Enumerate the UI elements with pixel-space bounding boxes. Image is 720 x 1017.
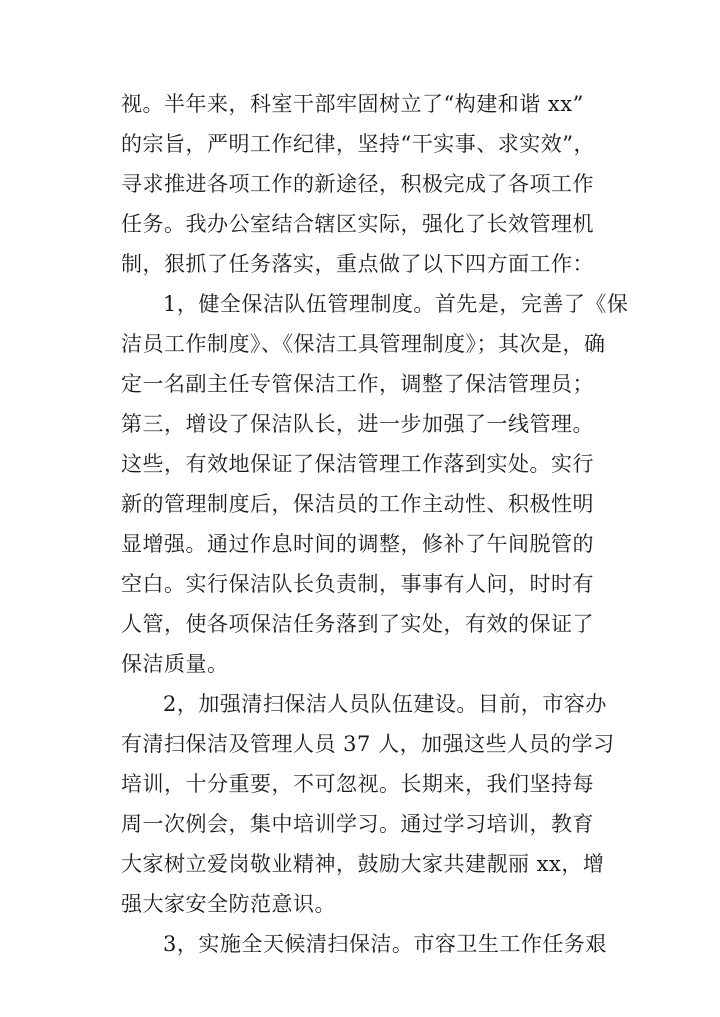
text-line: 寻求推进各项工作的新途径，积极完成了各项工作 bbox=[121, 172, 594, 196]
text-line: 1，健全保洁队伍管理制度。首先是，完善了《保 bbox=[163, 292, 629, 316]
text-line: 3，实施全天候清扫保洁。市容卫生工作任务艰 bbox=[163, 932, 607, 956]
paragraph-item-3 bbox=[121, 924, 607, 964]
paragraph-item-2 bbox=[121, 684, 615, 924]
text-line: 的宗旨，严明工作纪律，坚持“干实事、求实效”， bbox=[121, 132, 595, 156]
text-line: 新的管理制度后，保洁员的工作主动性、积极性明 bbox=[121, 492, 594, 516]
text-line: 大家树立爱岗敬业精神，鼓励大家共建靓丽 xx，增 bbox=[121, 852, 605, 876]
text-line: 2，加强清扫保洁人员队伍建设。目前，市容办 bbox=[163, 692, 607, 716]
text-line: 洁员工作制度》、《保洁工具管理制度》；其次是，确 bbox=[121, 332, 606, 356]
text-line: 视。半年来，科室干部牢固树立了“构建和谐 xx” bbox=[121, 92, 584, 116]
paragraph-item-1 bbox=[121, 284, 629, 684]
text-line: 人管，使各项保洁任务落到了实处，有效的保证了 bbox=[121, 612, 594, 636]
text-line: 第三，增设了保洁队长，进一步加强了一线管理。 bbox=[121, 412, 594, 436]
text-line: 定一名副主任专管保洁工作，调整了保洁管理员； bbox=[121, 372, 594, 396]
text-line: 显增强。通过作息时间的调整，修补了午间脱管的 bbox=[121, 532, 594, 556]
text-line: 制，狠抓了任务落实，重点做了以下四方面工作： bbox=[121, 252, 594, 276]
paragraph-intro bbox=[121, 84, 601, 284]
text-line: 有清扫保洁及管理人员 37 人，加强这些人员的学习 bbox=[121, 732, 615, 756]
text-line: 培训，十分重要，不可忽视。长期来，我们坚持每 bbox=[121, 772, 594, 796]
text-line: 周一次例会，集中培训学习。通过学习培训，教育 bbox=[121, 812, 594, 836]
text-line: 空白。实行保洁队长负责制，事事有人问，时时有 bbox=[121, 572, 594, 596]
document-body bbox=[121, 84, 629, 964]
text-line: 这些，有效地保证了保洁管理工作落到实处。实行 bbox=[121, 452, 594, 476]
text-line: 任务。我办公室结合辖区实际，强化了长效管理机 bbox=[121, 212, 594, 236]
text-line: 保洁质量。 bbox=[121, 652, 229, 676]
text-line: 强大家安全防范意识。 bbox=[121, 892, 336, 916]
